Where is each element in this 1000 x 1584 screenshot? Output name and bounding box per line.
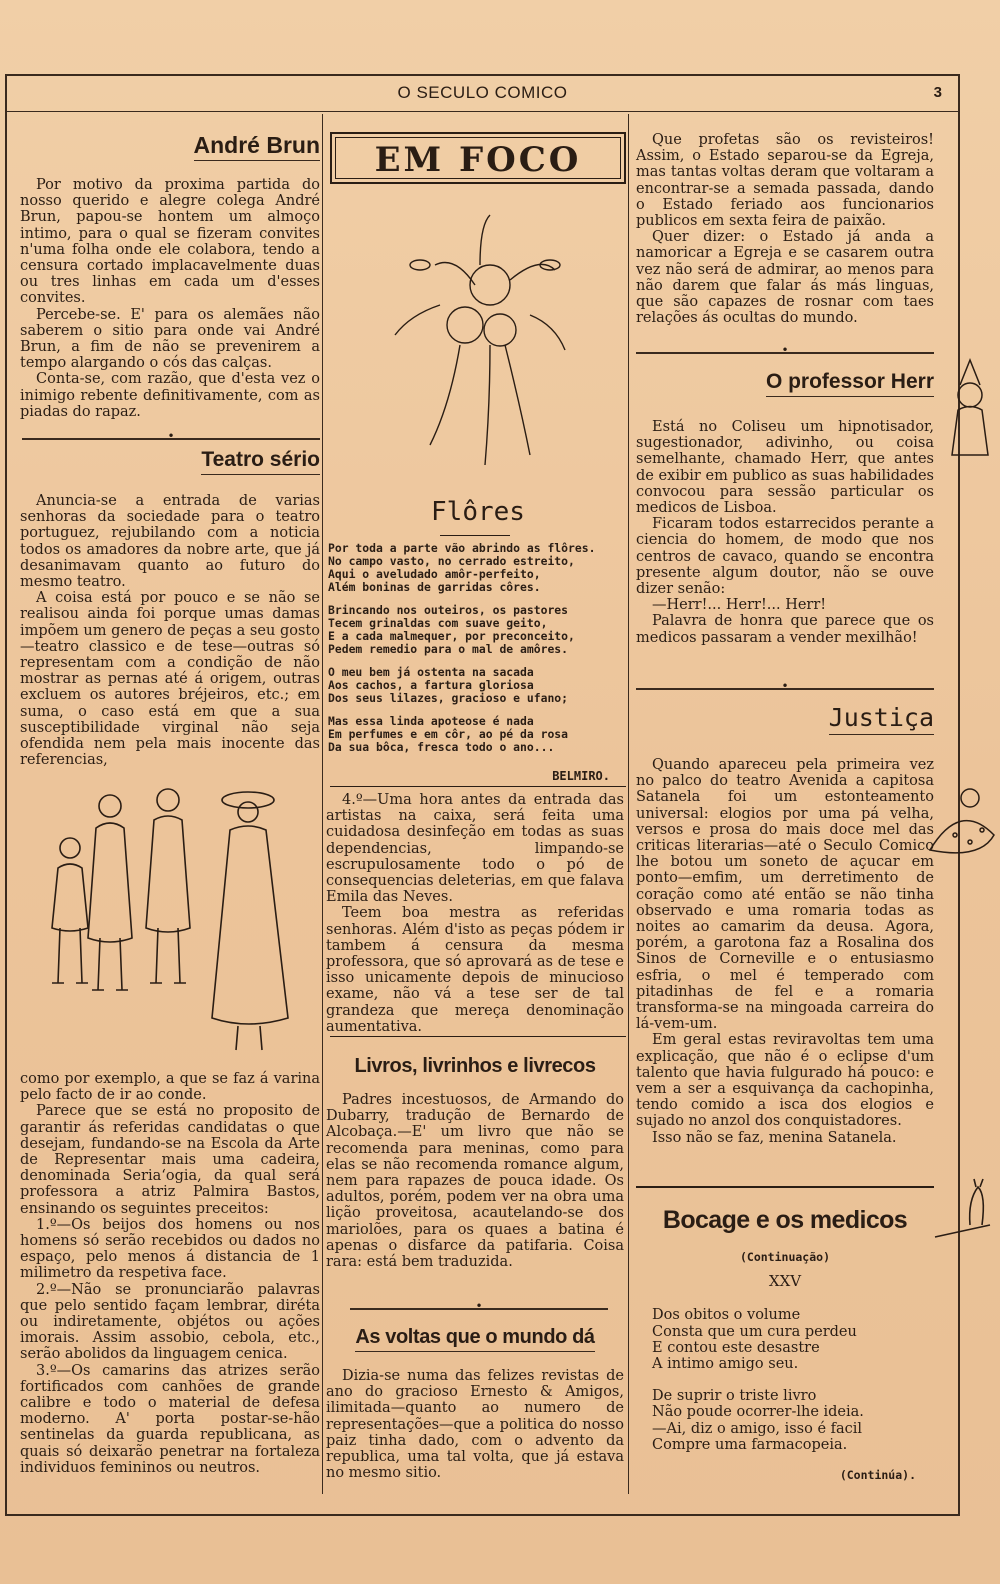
andre-brun-paragraph-1: Por motivo da proxima partida do nosso querido e alegre colega André Brun, papou-se hontem um almoço intimo, para o qual se fizeram convites n'uma folha onde ele colabora, tendo a censura cortado implacavelmente duas ou tres linhas em cada um d'esses convites. xyxy=(20,177,320,307)
flores-title: Flôres xyxy=(431,497,525,527)
column-rule-right xyxy=(628,114,629,1494)
andre-brun-heading: André Brun xyxy=(20,132,320,161)
page-header xyxy=(5,74,960,112)
justica-heading: Justiça xyxy=(636,704,934,735)
teatro-paragraph-2: A coisa está por pouco e se não se realisou ainda foi porque umas damas impõem um genero de peças a seu gosto—teatro classico e de tese—outras só representam com a condição de não mostrar as pernas até á origem, outras excluem os autores bréjeiros, etc.; em suma, o caso está em que a sua susceptibilidade virginal não seja ofendida nem pela mais inocente das referencias, xyxy=(20,590,320,769)
teatro-paragraph-3: como por exemplo, a que se faz á varina pelo facto de ir ao conde. xyxy=(20,1071,320,1104)
bocage-stanza-2: De suprir o triste livro Não poude ocorrer-lhe ideia. —Ai, diz o amigo, isso é facil Compre uma farmacopeia. xyxy=(652,1388,864,1453)
bocage-stanza-1: Dos obitos o volume Consta que um cura perdeu E contou este desastre A intimo amigo seu. xyxy=(652,1307,857,1373)
justica-paragraph-2: Em geral estas reviravoltas tem uma explicação, que não é o eclipse d'um talento que havia fulgurado há pouco: e vem a ser a esquivança da cachopinha, tendo comido a isca dos elogios e sujado no anzol dos conquistadores. xyxy=(636,1032,934,1130)
teatro-paragraph-8: 4.º—Uma hora antes da entrada das artistas na caixa, será feita uma cuidadosa desinfeção em todas as suas dependencias, limpando-se escrupulosamente todo o pó de consequencias deleterias, em que falava Emila das Neves. xyxy=(326,792,624,906)
section-separator xyxy=(350,1306,608,1312)
teatro-paragraph-5: 1.º—Os beijos dos homens ou nos homens só serão recebidos ou dados no espaço, pelo menos á distancia de 1 milimetro da respetiva face. xyxy=(20,1216,320,1282)
teatro-serio-continued xyxy=(20,1071,320,1476)
flores-rule xyxy=(440,535,510,536)
voltas-section xyxy=(326,1325,624,1481)
voltas-paragraph-2: Que profetas são os revisteiros! Assim, o Estado separou-se da Egreja, mas tantas voltas deram que voltaram a encontrar-se a semada passada, dando o Estado feriado aos funcionarios publicos em sexta feira de paixão. xyxy=(636,132,934,230)
poem-stanza-3: O meu bem já ostenta na sacada Aos cachos, a fartura gloriosa Dos seus lilazes, gracioso e ufano; xyxy=(328,665,569,705)
column-1 xyxy=(20,132,320,420)
poem-rule xyxy=(330,786,626,787)
bocage-poem xyxy=(636,1307,934,1453)
herr-paragraph-3: —Herr!... Herr!... Herr! xyxy=(652,597,827,614)
section-separator xyxy=(636,350,934,356)
herr-paragraph-1: Está no Coliseu um hipnotisador, sugestionador, adivinho, ou coisa semelhante, chamado Herr, que antes de exibir em publico as suas habilidades convocou para sessão particular os medicos de Lisboa. xyxy=(636,419,934,517)
bocage-heading: Bocage e os medicos xyxy=(662,1206,908,1234)
page-number: 3 xyxy=(933,84,942,101)
teatro-serio-heading: Teatro sério xyxy=(20,448,320,475)
andre-brun-paragraph-3: Conta-se, com razão, que d'esta vez o inimigo rebente definitivamente, com as piadas do rapaz. xyxy=(20,371,320,420)
margin-animal-illustration xyxy=(930,1175,998,1245)
livros-paragraph: Padres incestuosos, de Armando do Dubarry, tradução de Bernardo de Alcobaça.—E' um livro que não se recomenda para meninas, como para elas se não recomenda romance algum, nem para rapazes de pouca idade. Os adultos, porém, podem ver na obra uma lição proveitosa, acautelando-se dos mariolões, para os quaes a batina é apenas o disfarce da patifaria. Coisa rara: está bem traduzida. xyxy=(326,1092,624,1271)
herr-paragraph-4: Palavra de honra que parece que os medicos passaram a vender mexilhão! xyxy=(636,613,934,646)
justica-paragraph-3: Isso não se faz, menina Satanela. xyxy=(652,1129,897,1146)
herr-paragraph-2: Ficaram todos estarrecidos perante a ciencia do homem, de modo que nos centros de cavaco, quando se encontra presente algum doutor, não se ouve dizer senão: xyxy=(636,516,934,598)
teatro-paragraph-9: Teem boa mestra as referidas senhoras. Além d'isto as peças pódem ir tambem á censura da mesma professora, que só aprovará as de tese e isso unicamente depois de minucioso exame, não vá a tese ser de tal grandeza que mereça denominação aumentativa. xyxy=(326,905,624,1035)
voltas-paragraph: Dizia-se numa das felizes revistas de ano do gracioso Ernesto & Amigos, ilimitada—quanto ao numero de representações—que a politica do nosso paiz tinha dado, com o advento da republica, uma tal volta, que já estava no mesmo sitio. xyxy=(326,1368,624,1482)
justica-section xyxy=(636,704,934,1146)
teatro-serio-section xyxy=(20,448,320,768)
justica-paragraph-1: Quando apareceu pela primeira vez no palco do teatro Avenida a capitosa Satanela foi um estonteamento universal: elogios por uma pá velha, versos e prosa do mais doce mel das criticas literarias—até o Seculo Comico lhe botou um soneto de açucar em ponto—emfim, um derretimento de coração como até então se não tinha observado e uma romaria todas as noites ao camarim da deusa. Agora, porém, a garotona faz a Rosalina dos Sinos de Corneville e o entusiasmo esfria, o mel é temperado com pitadinhas de fel e a romaria transforma-se na mingoada carreira do lá-vem-um. xyxy=(636,757,934,1033)
teatro-paragraph-7: 3.º—Os camarins das atrizes serão fortificados com canhões de grande calibre e todo o material de defesa moderno. A' porta postar-se-hão sentinelas da guarda republicana, as quais só deixarão penetrar na fortaleza individuos femininos ou neutros. xyxy=(20,1362,320,1476)
teatro-paragraph-1: Anuncia-se a entrada de varias senhoras da sociedade para o teatro portuguez, rejubilando com a noticia todos os amadores da nobre arte, que já desanimavam quanto ao futuro do mesmo teatro. xyxy=(20,493,320,591)
teatro-serio-col2 xyxy=(326,792,624,1035)
voltas-paragraph-3: Quer dizer: o Estado já anda a namoricar a Egreja e se casarem outra vez não será de admirar, ao menos para não darem que falar ás más linguas, que são capazes de rosnar com taes relações ás ocultas do mundo. xyxy=(636,229,934,327)
margin-figure-illustration xyxy=(940,355,998,475)
em-foco-banner: EM FOCO xyxy=(330,132,626,184)
newspaper-title: O SECULO COMICO xyxy=(397,83,568,102)
poem-stanza-4: Mas essa linda apoteose é nada Em perfumes e em côr, ao pé da rosa Da sua bôca, fresca todo o ano... xyxy=(328,714,569,754)
andre-brun-paragraph-2: Percebe-se. E' para os alemães não saberem o sitio para onde vai André Brun, a fim de não se prevenirem a tempo alargando o cós das calças. xyxy=(20,306,320,372)
poem-stanza-1: Por toda a parte vão abrindo as flôres. No campo vasto, no cerrado estreito, Aqui o aveludado amôr-perfeito, Além boninas de garridas côres. xyxy=(328,541,596,594)
margin-clown-illustration xyxy=(920,780,998,870)
column-rule-left xyxy=(322,114,323,1494)
professor-herr-heading: O professor Herr xyxy=(636,370,934,397)
bocage-section xyxy=(636,1205,934,1483)
four-girls-illustration xyxy=(30,778,315,1063)
bocage-roman-numeral: XXV xyxy=(768,1272,802,1291)
teatro-paragraph-6: 2.º—Não se pronunciarão palavras que pelo sentido façam lembrar, diréta ou indiretamente, objétos ou ações imorais. Assim assobio, cebola, etc., serão abolidos da linguagem cenica. xyxy=(20,1281,320,1363)
section-rule xyxy=(636,1186,934,1188)
flores-poem xyxy=(328,542,624,764)
section-separator xyxy=(636,686,934,692)
teatro-paragraph-4: Parece que se está no proposito de garantir ás referidas candidatas o que desejam, fundando-se na Escola da Arte de Representar mais uma cadeira, denominada Seriaʻogia, da qual será professora a atriz Palmira Bastos, ensinando os seguintes preceitos: xyxy=(20,1103,320,1217)
section-rule xyxy=(330,1036,626,1037)
livros-section xyxy=(326,1054,624,1270)
professor-herr-section xyxy=(636,370,934,646)
column-3 xyxy=(636,132,934,326)
poem-signature: BELMIRO. xyxy=(552,769,610,783)
bocage-continua: (Continúa). xyxy=(839,1468,916,1483)
flower-bouquet-illustration xyxy=(370,205,590,475)
voltas-heading: As voltas que o mundo dá xyxy=(326,1325,624,1352)
bocage-subtitle: (Continuação) xyxy=(739,1250,830,1264)
poem-stanza-2: Brincando nos outeiros, os pastores Tecem grinaldas com suave geito, E a cada malmequer, por preconceito, Pedem remedio para o mal de amôres. xyxy=(328,603,575,656)
section-separator xyxy=(22,436,320,442)
livros-heading: Livros, livrinhos e livrecos xyxy=(354,1055,596,1077)
